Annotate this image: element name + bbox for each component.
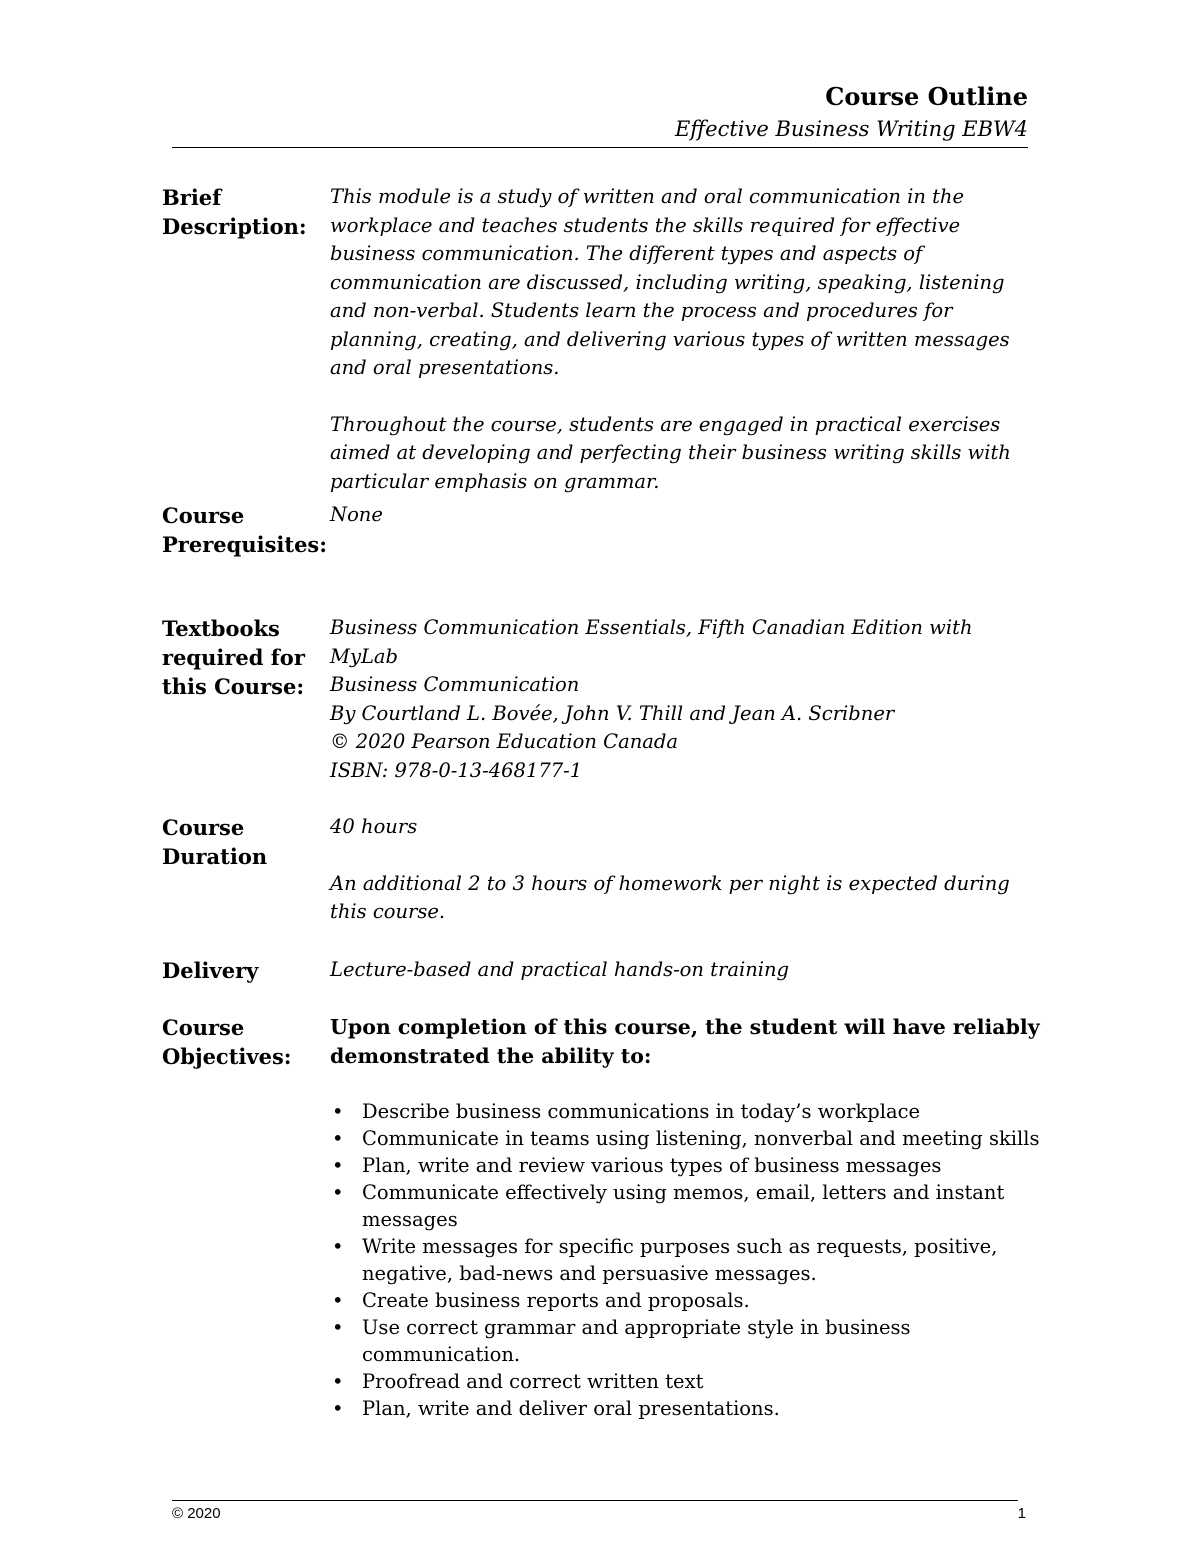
objective-text: Use correct grammar and appropriate style in business communication. xyxy=(362,1316,911,1366)
bullet-icon: • xyxy=(332,1235,344,1258)
objective-text: Communicate in teams using listening, nonverbal and meeting skills xyxy=(362,1127,1040,1150)
objectives-label xyxy=(162,1013,322,1071)
textbooks-content xyxy=(330,614,1042,785)
duration-content xyxy=(330,813,1042,927)
objective-text: Create business reports and proposals. xyxy=(362,1289,750,1312)
bullet-icon: • xyxy=(332,1289,344,1312)
objectives-content xyxy=(330,1013,1042,1422)
delivery-label: Delivery xyxy=(162,958,259,983)
textbook-isbn: ISBN: 978-0-13-468177-1 xyxy=(330,758,583,782)
textbook-authors: By Courtland L. Bovée, John V. Thill and Jean A. Scribner xyxy=(330,701,895,725)
delivery-value: Lecture-based and practical hands-on training xyxy=(330,958,790,981)
textbooks-label xyxy=(162,614,322,701)
bullet-icon: • xyxy=(332,1397,344,1420)
header-divider xyxy=(172,147,1028,148)
page-number: 1 xyxy=(1017,1505,1026,1522)
objective-item xyxy=(330,1368,1042,1395)
objective-text: Plan, write and review various types of business messages xyxy=(362,1154,942,1177)
textbook-title-line-1: Business Communication Essentials, Fifth Canadian Edition with MyLab xyxy=(330,616,973,668)
objective-item xyxy=(330,1098,1042,1125)
textbook-copyright: © 2020 Pearson Education Canada xyxy=(330,730,678,753)
bullet-icon: • xyxy=(332,1370,344,1393)
footer-copyright: © 2020 xyxy=(172,1505,221,1522)
bullet-icon: • xyxy=(332,1100,344,1123)
objective-item xyxy=(330,1395,1042,1422)
objective-item xyxy=(330,1233,1042,1287)
document-title: Course Outline xyxy=(825,82,1028,111)
bullet-icon: • xyxy=(332,1154,344,1177)
page-header xyxy=(172,82,1028,146)
objectives-list xyxy=(330,1098,1042,1422)
objective-text: Communicate effectively using memos, email, letters and instant messages xyxy=(362,1181,1005,1231)
textbook-title-line-2: Business Communication xyxy=(330,673,580,696)
objective-item xyxy=(330,1152,1042,1179)
objective-text: Describe business communications in today’s workplace xyxy=(362,1100,921,1123)
label-line: Duration xyxy=(162,844,268,869)
label-line: Course xyxy=(162,815,245,840)
duration-hours: 40 hours xyxy=(330,815,418,838)
footer-divider xyxy=(172,1500,1018,1501)
objective-text: Write messages for specific purposes such as requests, positive, negative, bad-news and persuasive messages. xyxy=(362,1235,998,1285)
objective-item xyxy=(330,1314,1042,1368)
label-line: Description: xyxy=(162,214,307,239)
duration-label xyxy=(162,813,322,871)
label-line: Prerequisites: xyxy=(162,532,328,557)
label-line: Objectives: xyxy=(162,1044,292,1069)
bullet-icon: • xyxy=(332,1127,344,1150)
duration-homework: An additional 2 to 3 hours of homework per night is expected during this course. xyxy=(330,871,1010,923)
objective-item xyxy=(330,1287,1042,1314)
label-line: Textbooks xyxy=(162,616,280,641)
objective-item xyxy=(330,1125,1042,1152)
bullet-icon: • xyxy=(332,1316,344,1339)
bullet-icon: • xyxy=(332,1181,344,1204)
objective-text: Proofread and correct written text xyxy=(362,1370,704,1393)
objective-text: Plan, write and deliver oral presentations. xyxy=(362,1397,780,1420)
objective-item xyxy=(330,1179,1042,1233)
prerequisites-label xyxy=(162,501,328,559)
course-subtitle: Effective Business Writing EBW4 xyxy=(674,117,1028,141)
description-paragraph-1: This module is a study of written and oral communication in the workplace and teaches students the skills required for effective business communication. The different types and aspects of communication are discussed, including writing, speaking, listening and non-verbal. Students learn the process and procedures for planning, creating, and delivering various types of written messages and oral presentations. xyxy=(330,185,1010,379)
label-line: Course xyxy=(162,1015,245,1040)
prerequisites-value: None xyxy=(330,503,383,526)
brief-description-content xyxy=(330,183,1042,496)
label-line: Course xyxy=(162,503,245,528)
brief-description-label xyxy=(162,183,322,241)
label-line: this Course: xyxy=(162,674,305,699)
label-line: Brief xyxy=(162,185,222,210)
objectives-heading: Upon completion of this course, the student will have reliably demonstrated the ability to: xyxy=(330,1015,1040,1068)
label-line: required for xyxy=(162,645,305,670)
description-paragraph-2: Throughout the course, students are engaged in practical exercises aimed at developing and perfecting their business writing skills with particular emphasis on grammar. xyxy=(330,412,1011,493)
